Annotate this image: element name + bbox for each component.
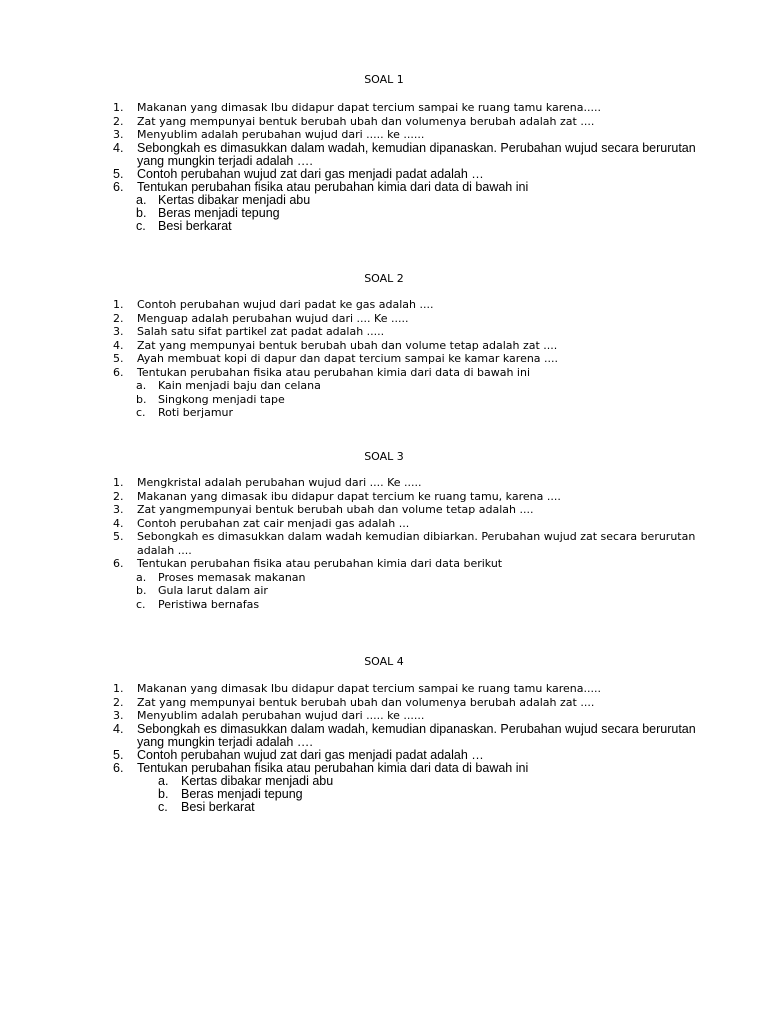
question-number: 2. xyxy=(113,311,124,325)
question-number: 3. xyxy=(113,503,124,516)
question-number: 5. xyxy=(113,166,124,181)
question-item xyxy=(0,181,768,194)
question-number: 4. xyxy=(113,140,124,155)
option-letter: a. xyxy=(136,192,147,207)
question-item xyxy=(0,142,768,168)
soal-3-question-list xyxy=(0,476,768,571)
option-item xyxy=(0,571,768,585)
question-item xyxy=(0,517,768,531)
question-item xyxy=(0,682,768,696)
option-letter: b. xyxy=(158,786,169,801)
question-number: 2. xyxy=(113,114,124,128)
option-letter: a. xyxy=(136,379,147,392)
option-item xyxy=(0,406,768,420)
question-item xyxy=(0,762,768,775)
option-text: Beras menjadi tepung xyxy=(181,786,303,801)
question-text: Contoh perubahan wujud zat dari gas menjadi padat adalah … xyxy=(137,747,484,762)
question-number: 6. xyxy=(113,760,124,775)
soal-3-section xyxy=(0,450,768,611)
question-text: Zat yang mempunyai bentuk berubah ubah dan volume tetap adalah zat .... xyxy=(137,338,558,352)
option-item xyxy=(0,194,768,207)
question-item xyxy=(0,101,768,115)
question-item xyxy=(0,115,768,129)
question-text: Sebongkah es dimasukkan dalam wadah kemudian dibiarkan. Perubahan wujud zat secara berurutan adalah .... xyxy=(137,530,696,557)
question-text: Makanan yang dimasak ibu didapur dapat tercium ke ruang tamu, karena .... xyxy=(137,489,561,503)
question-item xyxy=(0,723,768,749)
soal-1-question-list xyxy=(0,101,768,194)
option-text: Peristiwa bernafas xyxy=(158,597,260,611)
option-letter: c. xyxy=(136,597,146,611)
question-number: 1. xyxy=(113,298,124,311)
soal-4-title: SOAL 4 xyxy=(364,655,404,668)
question-text: Contoh perubahan wujud zat dari gas menjadi padat adalah … xyxy=(137,166,484,181)
soal-1-section xyxy=(0,73,768,233)
question-text: Contoh perubahan zat cair menjadi gas adalah ... xyxy=(137,516,410,530)
soal-4-question-list xyxy=(0,682,768,775)
question-item xyxy=(0,325,768,339)
soal-4-section xyxy=(0,655,768,814)
question-number: 5. xyxy=(113,352,124,365)
option-letter: c. xyxy=(136,406,146,419)
option-text: Besi berkarat xyxy=(181,799,255,814)
soal-2-title: SOAL 2 xyxy=(364,272,404,285)
option-item xyxy=(0,379,768,393)
option-letter: c. xyxy=(158,799,168,814)
question-text: Salah satu sifat partikel zat padat adalah ..... xyxy=(137,325,385,338)
soal-2-question-list xyxy=(0,298,768,379)
question-text: Makanan yang dimasak Ibu didapur dapat tercium sampai ke ruang tamu karena..... xyxy=(137,101,601,114)
option-letter: b. xyxy=(136,584,147,597)
question-number: 4. xyxy=(113,338,124,352)
question-number: 6. xyxy=(113,179,124,194)
question-text: Tentukan perubahan fisika atau perubahan kimia dari data berikut xyxy=(137,557,503,570)
soal-2-section xyxy=(0,272,768,420)
question-text: Sebongkah es dimasukkan dalam wadah, kemudian dipanaskan. Perubahan wujud secara berurutan yang mungkin terjadi adalah …. xyxy=(137,721,696,749)
option-item xyxy=(0,788,768,801)
option-text: Gula larut dalam air xyxy=(158,584,268,597)
question-number: 6. xyxy=(113,557,124,570)
question-text: Zat yangmempunyai bentuk berubah ubah dan volume tetap adalah .... xyxy=(137,503,534,516)
option-item xyxy=(0,598,768,612)
question-number: 5. xyxy=(113,530,124,543)
option-item xyxy=(0,801,768,814)
question-text: Menguap adalah perubahan wujud dari .... Ke ..... xyxy=(137,311,409,325)
soal-2-option-list xyxy=(0,379,768,420)
question-item xyxy=(0,557,768,571)
question-number: 3. xyxy=(113,709,124,722)
soal-3-option-list xyxy=(0,571,768,612)
question-item xyxy=(0,503,768,517)
question-item xyxy=(0,128,768,142)
question-item xyxy=(0,352,768,366)
question-text: Tentukan perubahan fisika atau perubahan kimia dari data di bawah ini xyxy=(137,179,529,194)
option-text: Kain menjadi baju dan celana xyxy=(158,379,321,392)
question-number: 1. xyxy=(113,476,124,489)
option-text: Kertas dibakar menjadi abu xyxy=(181,773,334,788)
question-item xyxy=(0,696,768,710)
question-number: 4. xyxy=(113,516,124,530)
question-item xyxy=(0,530,768,557)
option-text: Proses memasak makanan xyxy=(158,570,306,584)
option-text: Besi berkarat xyxy=(158,218,232,233)
soal-1-title: SOAL 1 xyxy=(364,73,404,86)
option-letter: b. xyxy=(136,205,147,220)
option-letter: c. xyxy=(136,218,146,233)
question-text: Sebongkah es dimasukkan dalam wadah, kemudian dipanaskan. Perubahan wujud secara berurutan yang mungkin terjadi adalah …. xyxy=(137,140,696,168)
question-number: 3. xyxy=(113,325,124,338)
question-text: Tentukan perubahan fisika atau perubahan kimia dari data di bawah ini xyxy=(137,365,531,379)
option-item xyxy=(0,393,768,407)
option-letter: a. xyxy=(136,570,147,584)
question-item xyxy=(0,298,768,312)
question-text: Menyublim adalah perubahan wujud dari ..... ke ...... xyxy=(137,709,425,722)
option-item xyxy=(0,775,768,788)
option-item xyxy=(0,220,768,233)
option-item xyxy=(0,207,768,220)
option-text: Beras menjadi tepung xyxy=(158,205,280,220)
question-item xyxy=(0,476,768,490)
question-number: 5. xyxy=(113,747,124,762)
question-text: Zat yang mempunyai bentuk berubah ubah dan volumenya berubah adalah zat .... xyxy=(137,114,595,128)
question-item xyxy=(0,312,768,326)
question-number: 1. xyxy=(113,682,124,695)
question-number: 4. xyxy=(113,721,124,736)
question-text: Tentukan perubahan fisika atau perubahan kimia dari data di bawah ini xyxy=(137,760,529,775)
question-item xyxy=(0,366,768,380)
question-text: Contoh perubahan wujud dari padat ke gas adalah .... xyxy=(137,298,434,311)
question-text: Menyublim adalah perubahan wujud dari ..... ke ...... xyxy=(137,128,425,141)
question-item xyxy=(0,709,768,723)
option-text: Roti berjamur xyxy=(158,406,234,419)
question-text: Zat yang mempunyai bentuk berubah ubah dan volumenya berubah adalah zat .... xyxy=(137,695,595,709)
question-text: Makanan yang dimasak Ibu didapur dapat tercium sampai ke ruang tamu karena..... xyxy=(137,682,601,695)
question-text: Ayah membuat kopi di dapur dan dapat tercium sampai ke kamar karena .... xyxy=(137,352,559,365)
question-item xyxy=(0,490,768,504)
question-number: 2. xyxy=(113,489,124,503)
question-text: Mengkristal adalah perubahan wujud dari .... Ke ..... xyxy=(137,476,422,489)
question-number: 2. xyxy=(113,695,124,709)
option-text: Singkong menjadi tape xyxy=(158,392,285,406)
soal-4-option-list xyxy=(0,775,768,814)
question-item xyxy=(0,339,768,353)
question-number: 1. xyxy=(113,101,124,114)
option-letter: b. xyxy=(136,392,147,406)
question-number: 3. xyxy=(113,128,124,141)
option-letter: a. xyxy=(158,773,169,788)
soal-1-option-list xyxy=(0,194,768,233)
soal-3-title: SOAL 3 xyxy=(364,450,404,463)
question-number: 6. xyxy=(113,365,124,379)
option-text: Kertas dibakar menjadi abu xyxy=(158,192,311,207)
option-item xyxy=(0,584,768,598)
